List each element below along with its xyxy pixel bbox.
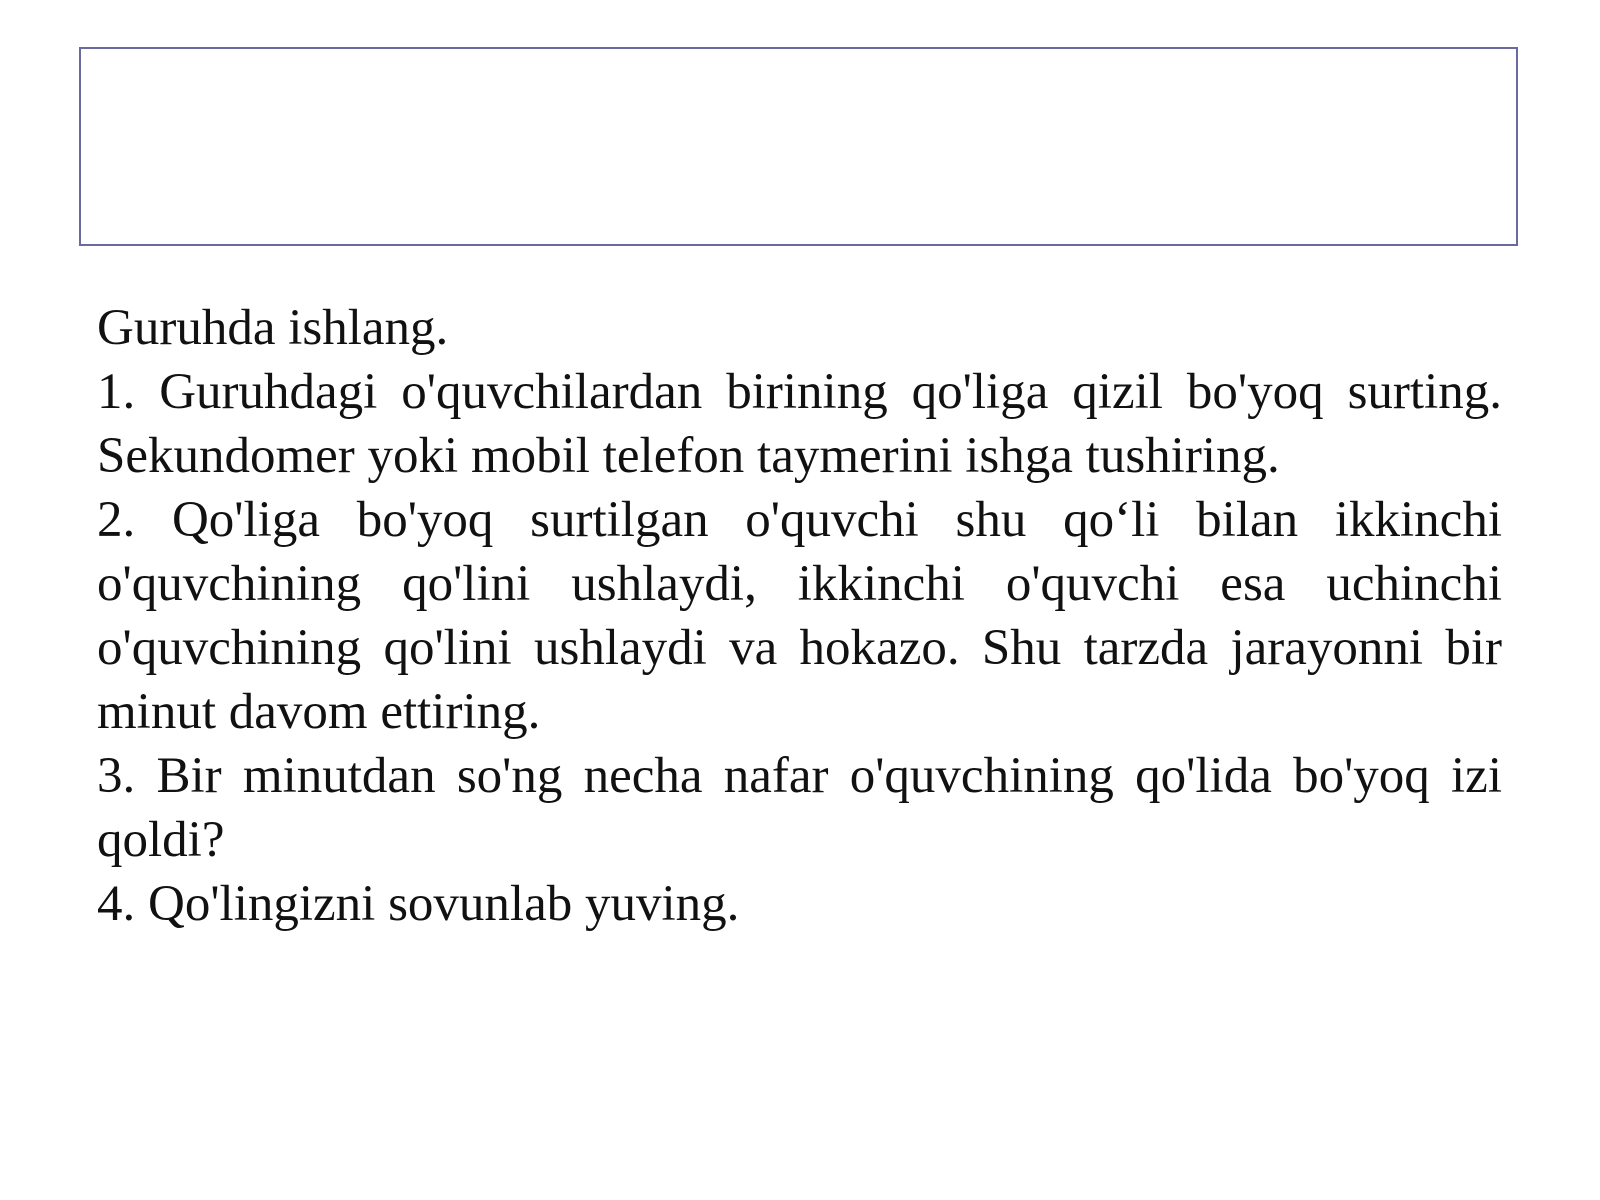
- task-item-2: 2. Qo'liga bo'yoq surtilgan o'quvchi shu qo‘li bilan ikkinchi o'quvchining qo'lini ushlaydi, ikkinchi o'quvchi esa uchinchi o'quvchining qo'lini ushlaydi va hokazo. Shu tarzda jarayonni bir minut davom ettiring.: [97, 492, 1502, 740]
- task-heading: Guruhda ishlang.: [97, 300, 449, 356]
- task-item-3: 3. Bir minutdan so'ng necha nafar o'quvchining qo'lida bo'yoq izi qoldi?: [97, 748, 1502, 868]
- task-item-1: 1. Guruhdagi o'quvchilardan birining qo'liga qizil bo'yoq surting. Sekundomer yoki mobil telefon taymerini ishga tushiring.: [97, 364, 1502, 484]
- task-item-4: 4. Qo'lingizni sovunlab yuving.: [97, 876, 740, 932]
- slide-body: [97, 296, 1502, 936]
- title-placeholder: [79, 47, 1518, 246]
